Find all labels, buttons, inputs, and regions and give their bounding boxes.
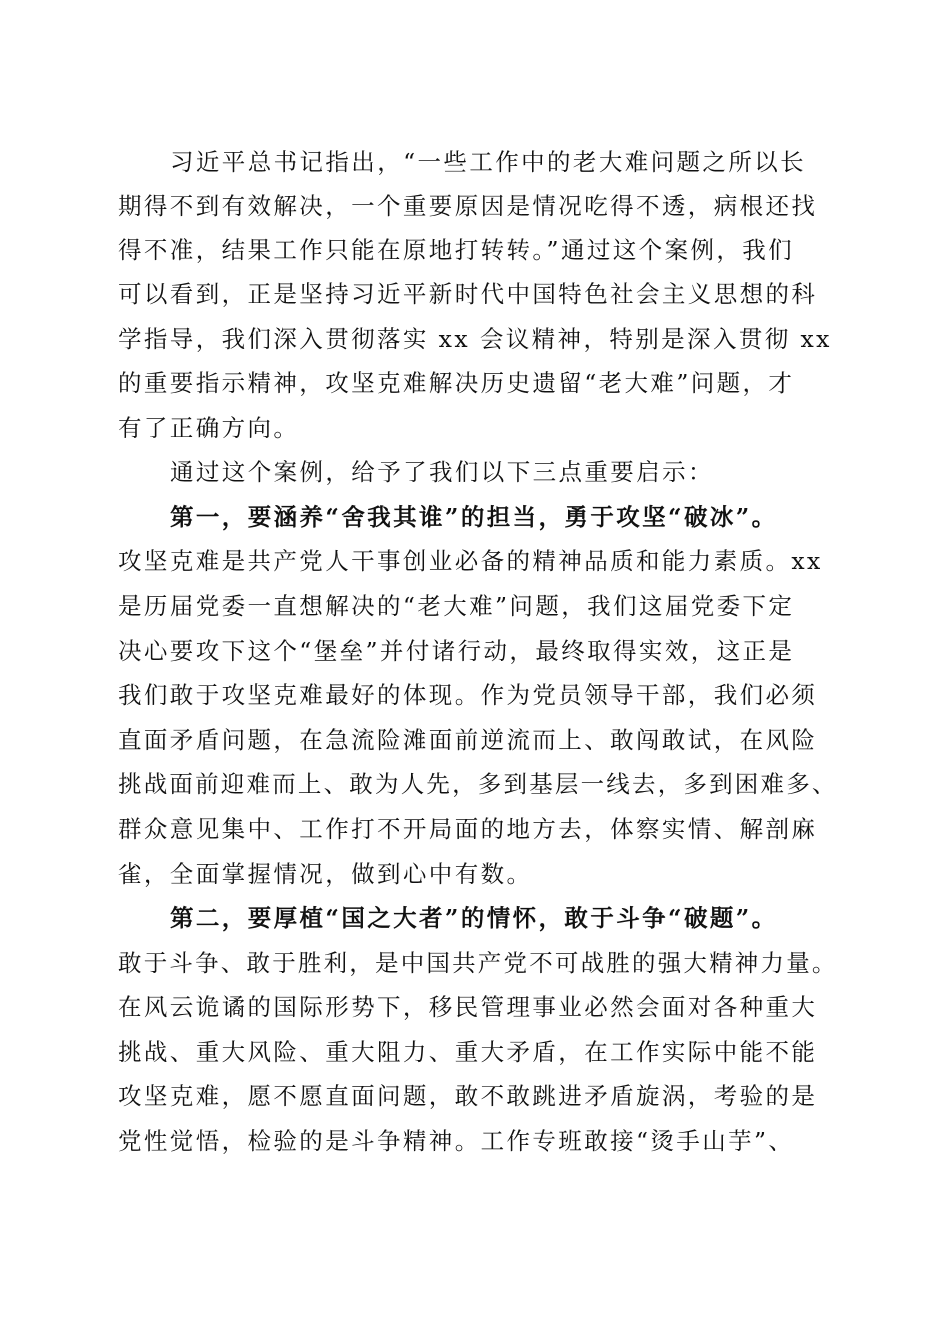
point-one-heading: 第一，要涵养“舍我其谁”的担当，勇于攻坚“破冰”。 — [170, 503, 778, 531]
paragraph-1-line-6: 的重要指示精神，攻坚克难解决历史遗留“老大难”问题，才 — [118, 369, 795, 397]
paragraph-2-line-1: 通过这个案例，给予了我们以下三点重要启示： — [170, 458, 714, 486]
paragraph-3-line-2: 攻坚克难是共产党人干事创业必备的精神品质和能力素质。xx — [118, 547, 823, 575]
paragraph-3-line-4: 决心要攻下这个“堡垒”并付诸行动，最终取得实效，这正是 — [118, 637, 795, 665]
paragraph-1-line-3: 得不准，结果工作只能在原地打转转。”通过这个案例，我们 — [118, 236, 795, 264]
paragraph-1-line-1: 习近平总书记指出，“一些工作中的老大难问题之所以长 — [170, 148, 807, 176]
paragraph-4-line-5: 攻坚克难，愿不愿直面问题，敢不敢跳进矛盾旋涡，考验的是 — [118, 1082, 818, 1110]
paragraph-4-line-4: 挑战、重大风险、重大阻力、重大矛盾，在工作实际中能不能 — [118, 1038, 818, 1066]
paragraph-4-line-3: 在风云诡谲的国际形势下，移民管理事业必然会面对各种重大 — [118, 993, 818, 1021]
paragraph-1-line-4: 可以看到，正是坚持习近平新时代中国特色社会主义思想的科 — [118, 280, 818, 308]
paragraph-4-line-2: 敢于斗争、敢于胜利，是中国共产党不可战胜的强大精神力量。 — [118, 949, 838, 977]
paragraph-4-line-6: 党性觉悟，检验的是斗争精神。工作专班敢接“烫手山芋”、 — [118, 1127, 795, 1155]
paragraph-3-line-8: 群众意见集中、工作打不开局面的地方去，体察实情、解剖麻 — [118, 815, 818, 843]
point-two-heading: 第二，要厚植“国之大者”的情怀，敢于斗争“破题”。 — [170, 904, 778, 932]
paragraph-3-line-9: 雀，全面掌握情况，做到心中有数。 — [118, 860, 533, 888]
paragraph-3-line-3: 是历届党委一直想解决的“老大难”问题，我们这届党委下定 — [118, 592, 795, 620]
paragraph-1-line-2: 期得不到有效解决，一个重要原因是情况吃得不透，病根还找 — [118, 192, 818, 220]
paragraph-3-line-5: 我们敢于攻坚克难最好的体现。作为党员领导干部，我们必须 — [118, 681, 818, 709]
paragraph-3-line-6: 直面矛盾问题，在急流险滩面前逆流而上、敢闯敢试，在风险 — [118, 726, 818, 754]
paragraph-1-line-7: 有了正确方向。 — [118, 414, 300, 442]
paragraph-1-line-5: 学指导，我们深入贯彻落实 xx 会议精神，特别是深入贯彻 xx — [118, 325, 832, 353]
paragraph-3-line-7: 挑战面前迎难而上、敢为人先，多到基层一线去，多到困难多、 — [118, 770, 838, 798]
